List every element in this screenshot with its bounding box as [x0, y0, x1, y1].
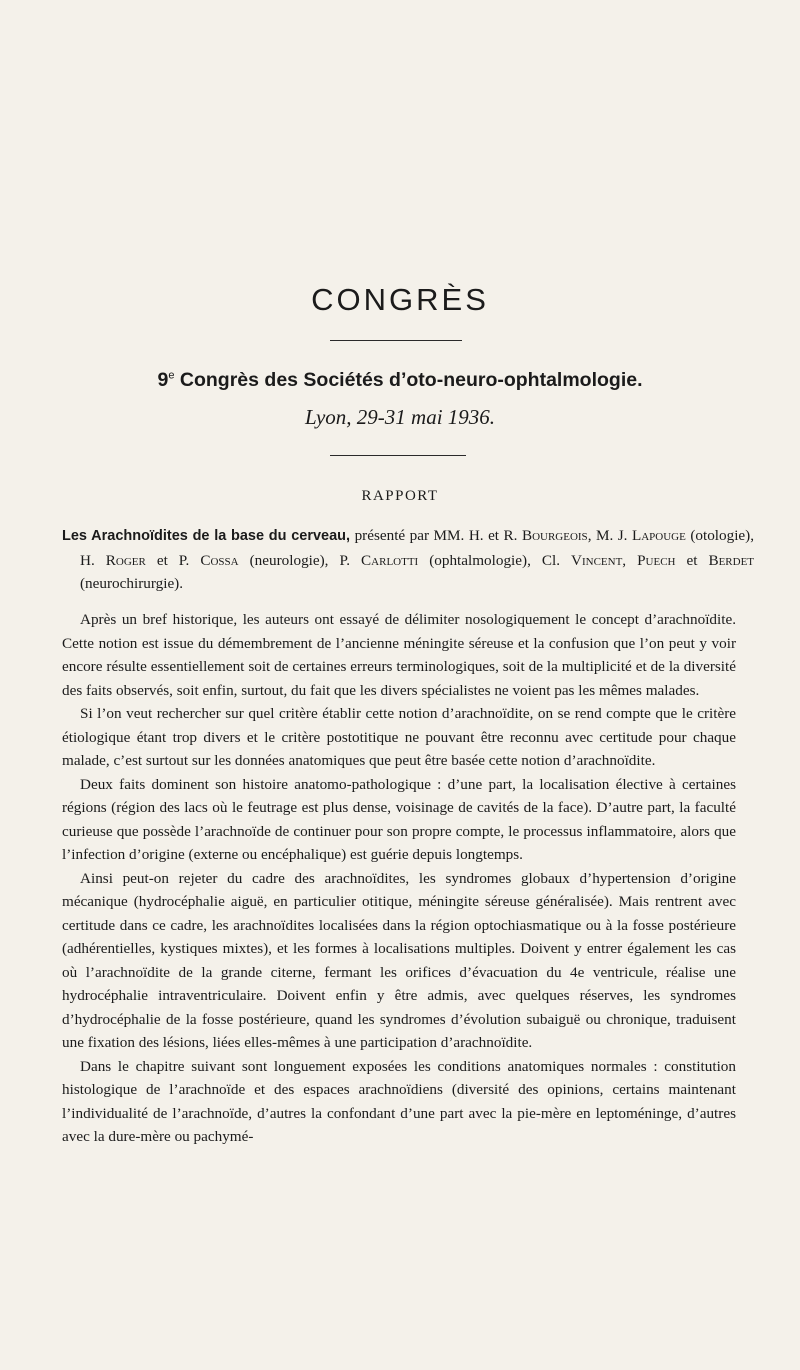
author-separator: , — [622, 551, 638, 569]
section-heading: RAPPORT — [361, 488, 439, 504]
author-name: Roger — [105, 551, 146, 569]
author-separator: et P. — [145, 551, 201, 569]
title-rule — [330, 340, 462, 341]
congress-date: Lyon, 29-31 mai 1936. — [304, 405, 496, 429]
author-name: Puech — [637, 551, 676, 569]
body-paragraph: Dans le chapitre suivant sont longuement exposées les conditions anatomiques normales : constitution histologique de l’arachnoïde et des espaces arachnoïdiens (diversité des opinions, certains maintenant l’individualité de l’arachnoïde, d’autres la confondant d’une part avec la pie-mère en leptoméninge, d’autres avec la dure-mère ou pachymé- — [62, 1057, 736, 1145]
section-rule — [330, 455, 466, 456]
author-name: Vincent — [571, 551, 623, 569]
congress-number-suffix: e — [168, 369, 175, 382]
body-paragraph: Deux faits dominent son histoire anatomo-pathologique : d’une part, la localisation élective à certaines régions (région des lacs où le feutrage est plus dense, voisinage de cavités de la face). D’autre part, la faculté curieuse que possède l’arachnoïde de continuer pour son propre compte, le processus inflammatoire, alors que l’infection d’origine (externe ou encéphalique) est guérie depuis longtemps. — [62, 775, 736, 863]
congress-title — [0, 369, 800, 392]
author-separator: et — [675, 551, 709, 569]
author-name: Bourgeois — [521, 527, 588, 544]
author-role: (ophtalmologie), Cl. — [418, 551, 571, 569]
congress-number: 9 — [157, 369, 169, 391]
report-body — [62, 608, 736, 1149]
author-name: Berdet — [708, 551, 755, 569]
author-separator: , M. J. — [587, 527, 632, 544]
author-name: Cossa — [200, 551, 239, 569]
body-paragraph: Après un bref historique, les auteurs ont essayé de délimiter nosologiquement le concept d’arachnoïdite. Cette notion est issue du démembrement de l’ancienne méningite séreuse et la confusion que l’on peut y voir encore résulte essentiellement soit de certaines erreurs terminologiques, soit de la multiplicité et de la diversité des faits observés, soit enfin, surtout, du fait que les divers spécialistes ne voient pas les mêmes malades. — [62, 611, 736, 699]
author-name: Lapouge — [631, 527, 686, 544]
body-paragraph: Ainsi peut-on rejeter du cadre des arachnoïdites, les syndromes globaux d’hypertension d’origine mécanique (hydrocéphalie aiguë, en particulier otitique, méningite séreuse généralisée). Mais rentrent avec certitude dans ce cadre, les arachnoïdites localisées dans la région optochiasmatique ou à la fosse postérieure (adhérentielles, kystiques mixtes), et les formes à localisations multiples. Doivent y entrer également les cas où l’arachnoïdite de la grande citerne, fermant les orifices d’évacuation du 4e ventricule, réalise une hydrocéphalie intraventriculaire. Doivent enfin y être admis, avec quelques réserves, les syndromes d’hydrocéphalie de la fosse postérieure, quand les syndromes d’évolution subaiguë ou chronique, traduisent une fixation des lésions, liées elles-mêmes à une participation d’arachnoïdite. — [62, 869, 736, 1051]
main-title: CONGRÈS — [311, 282, 489, 317]
author-name: Carlotti — [361, 551, 419, 569]
congress-name: Congrès des Sociétés d’oto-neuro-ophtalmologie. — [179, 369, 643, 391]
body-paragraph: Si l’on veut rechercher sur quel critère établir cette notion d’arachnoïdite, on se rend compte que le critère étiologique étant trop divers et le critère postotitique ne pouvant être reconnu avec certitude pour chaque malade, c’est surtout sur les données anatomiques que peut être basée cette notion d’arachnoïdite. — [62, 705, 736, 769]
report-presented-by: présenté par MM. H. et R. — [350, 527, 522, 544]
author-role: (neurochirurgie). — [80, 575, 184, 592]
report-subject: Les Arachnoïdites de la base du cerveau, — [62, 528, 351, 544]
author-role: (neurologie), P. — [238, 551, 362, 569]
author-role: (otologie), H. — [80, 527, 755, 569]
report-heading — [62, 524, 754, 596]
